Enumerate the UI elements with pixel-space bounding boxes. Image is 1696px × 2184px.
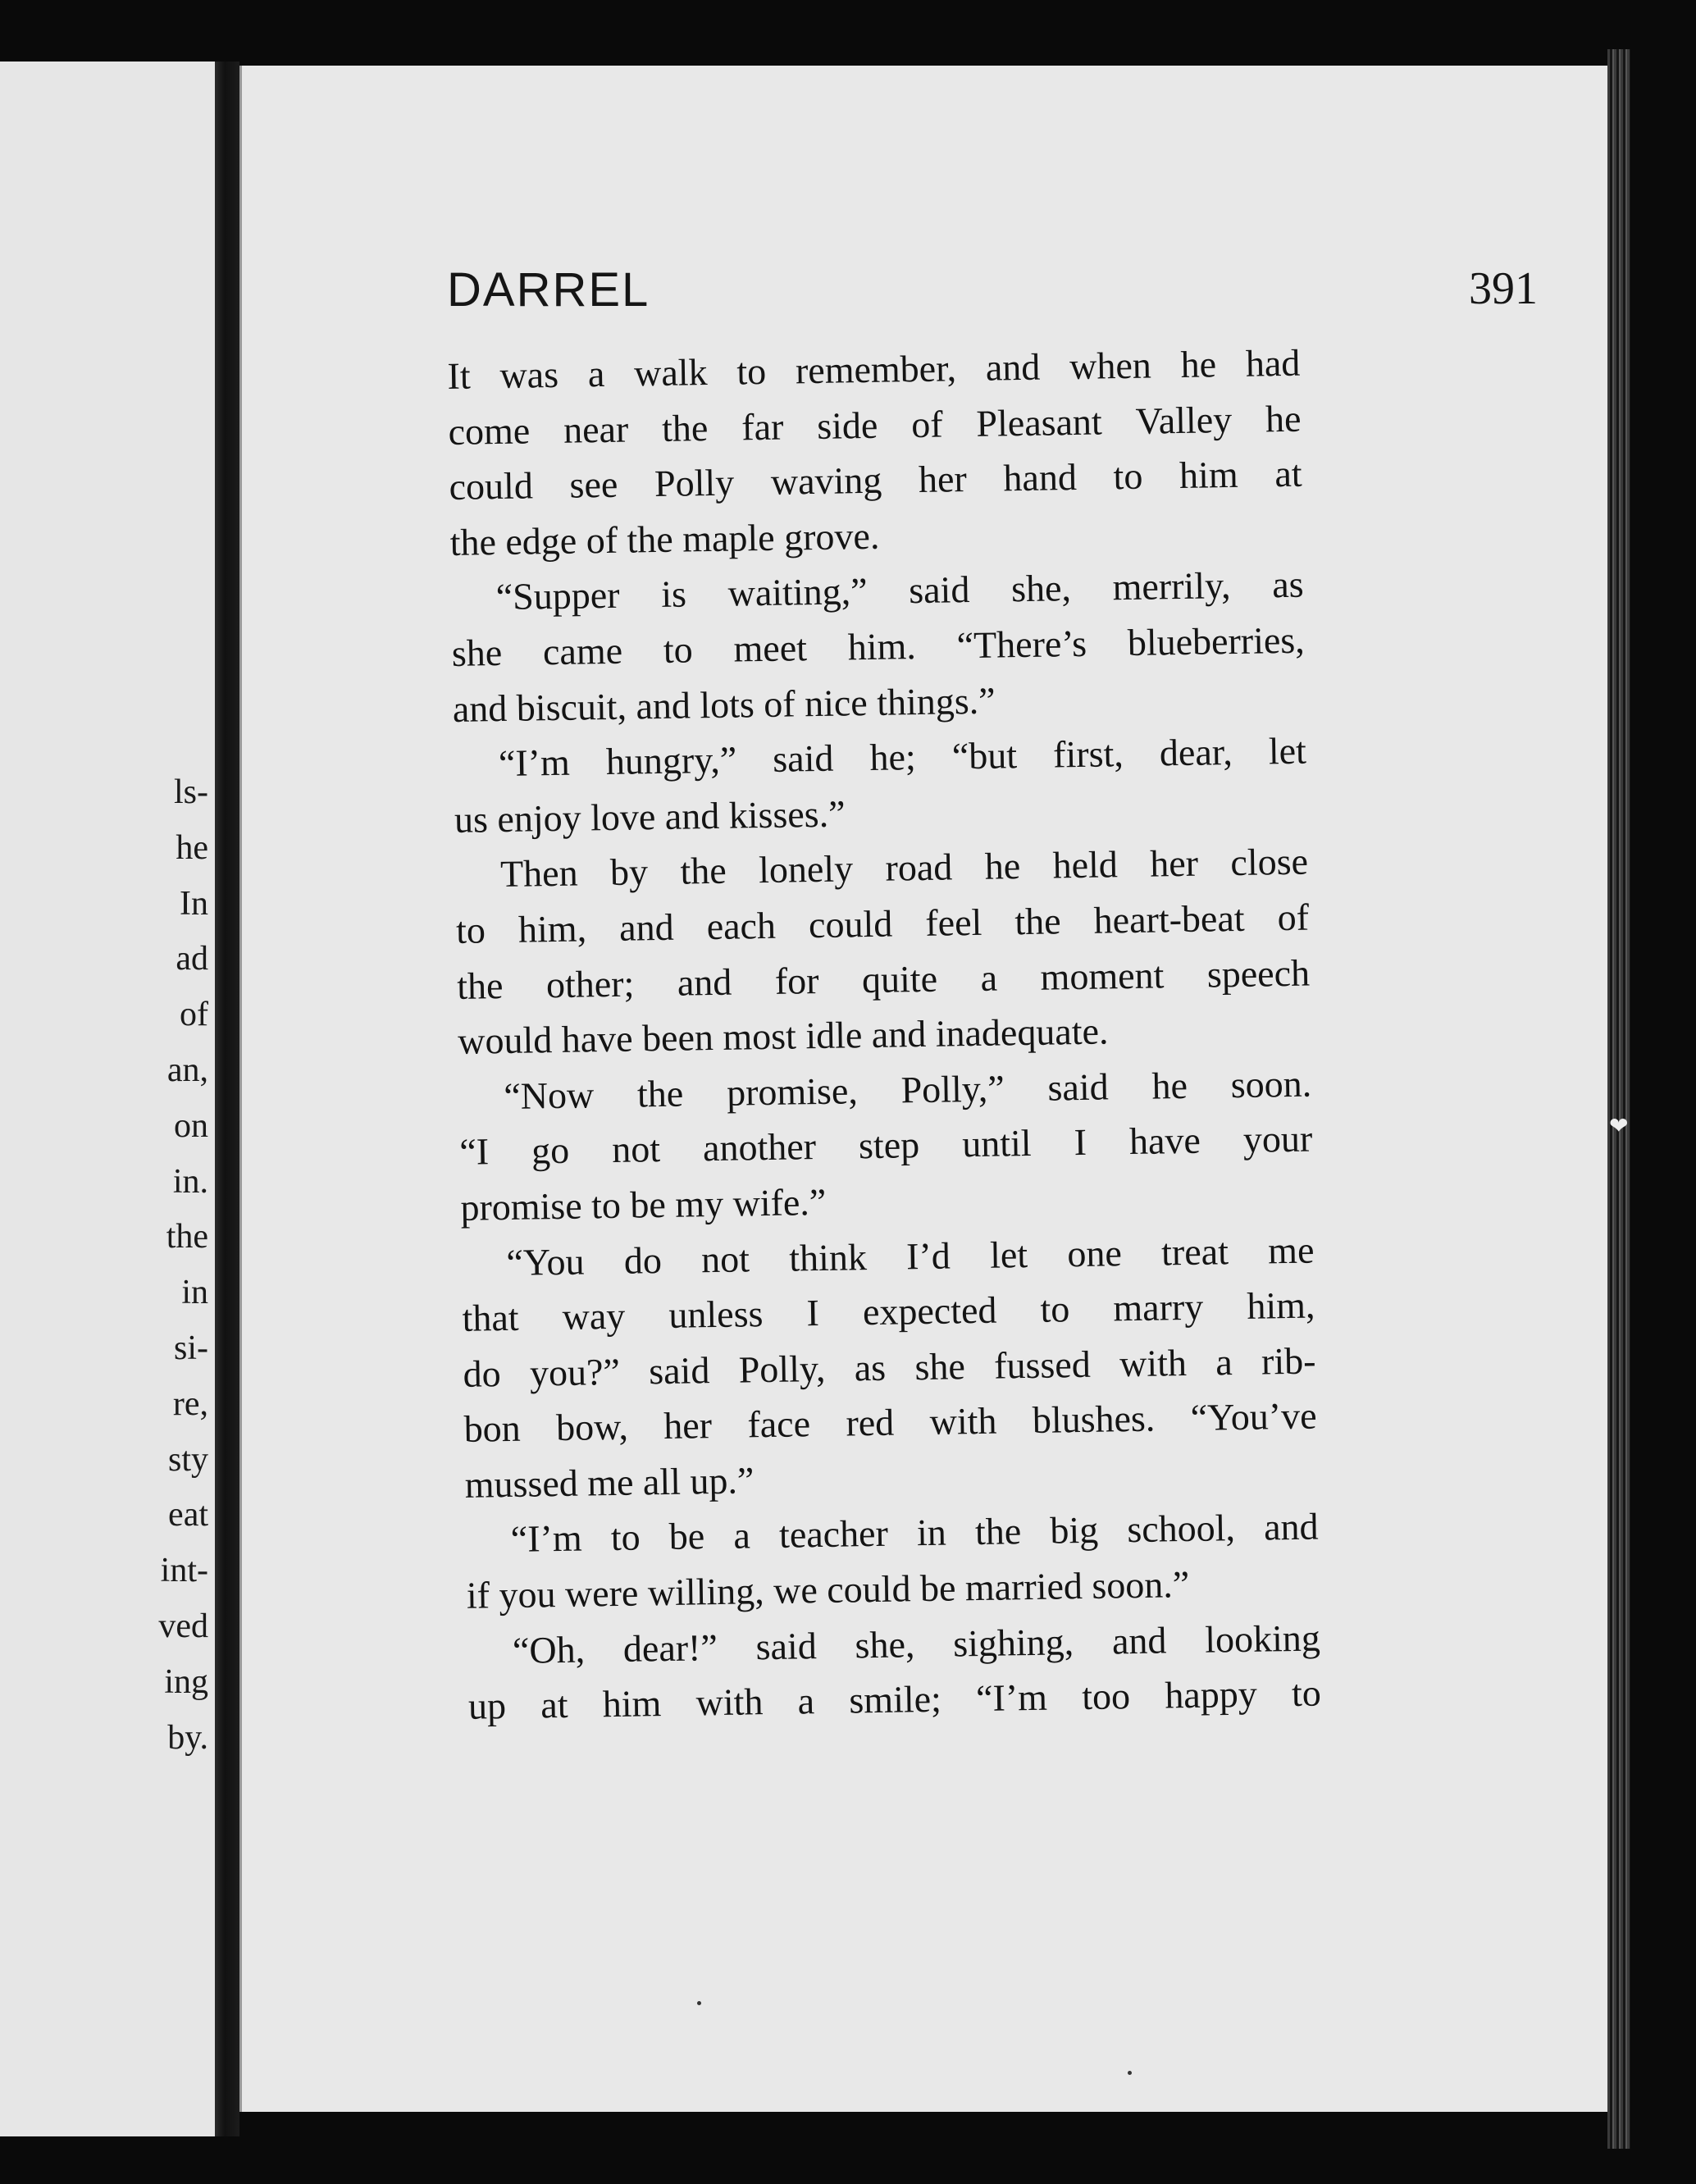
text-line: would have been most idle and inadequate. [457,1010,1109,1063]
text-line: “Supper is waiting,” said she, merrily, as [495,563,1304,618]
text-line: “Oh, dear!” said she, sighing, and looking [512,1616,1321,1671]
left-page-fragment: ls- [174,773,208,811]
text-line: that way unless I expected to marry him, [462,1283,1315,1339]
left-page-fragment: the [166,1218,208,1256]
text-line: “I’m to be a teacher in the big school, and [510,1505,1319,1561]
text-line: do you?” said Polly, as she fussed with a rib- [463,1339,1316,1395]
left-page-fragment: by. [167,1718,208,1757]
text-line: could see Polly waving her hand to him at [449,452,1302,508]
text-line: she came to meet him. “There’s blueberries, [451,618,1306,674]
text-line: “I go not another step until I have your [458,1117,1313,1174]
body-text [447,335,1321,1735]
previous-page [0,62,215,2136]
left-page-fragment: in [181,1274,208,1312]
left-page-fragment: eat [168,1496,208,1534]
left-page-fragment: of [180,996,208,1034]
ink-speck [697,2001,701,2005]
text-line: and biscuit, and lots of nice things.” [452,679,996,730]
text-line: up at him with a smile; “I’m too happy to [467,1671,1322,1728]
book-gutter [215,62,239,2136]
text-line: “I’m hungry,” said he; “but first, dear, let [498,729,1307,785]
left-page-fragment: ing [164,1662,208,1701]
text-line: us enjoy love and kisses.” [454,792,846,841]
current-page [239,66,1610,2112]
page-header [447,262,1538,320]
left-page-fragment: ad [176,940,208,978]
text-line: Then by the lonely road he held her close [499,840,1309,896]
text-line: It was a walk to remember, and when he had [447,341,1301,397]
left-page-fragment: on [174,1106,208,1145]
text-line: come near the far side of Pleasant Valley he [448,397,1302,453]
page-stack-edge [1607,49,1630,2149]
left-page-fragment: he [176,828,208,867]
left-page-fragment: in. [172,1162,208,1201]
left-page-fragment: In [180,884,208,923]
page-number: 391 [1469,263,1538,314]
left-page-fragment: ved [158,1607,208,1645]
text-line: to him, and each could feel the heart-beat of [455,896,1310,951]
text-line: “You do not think I’d let one treat me [506,1229,1315,1283]
ink-speck [1128,2071,1132,2075]
text-line: “Now the promise, Polly,” said he soon. [503,1062,1312,1117]
text-line: mussed me all up.” [464,1459,755,1506]
text-line: bon bow, her face red with blushes. “You’ve [463,1394,1317,1451]
left-page-fragment: re, [172,1384,208,1423]
text-line: the edge of the maple grove. [449,514,880,563]
bookmark-icon: ❤ [1609,1114,1629,1139]
running-title: DARREL [447,263,650,317]
text-line: if you were willing, we could be married soon.” [466,1563,1190,1616]
left-page-fragment: sty [167,1440,208,1479]
left-page-fragment: int- [160,1552,208,1590]
left-page-fragment: si- [174,1329,208,1367]
text-line: promise to be my wife.” [460,1180,827,1229]
left-page-fragment: an, [166,1051,208,1089]
text-line: the other; and for quite a moment speech [456,951,1311,1007]
